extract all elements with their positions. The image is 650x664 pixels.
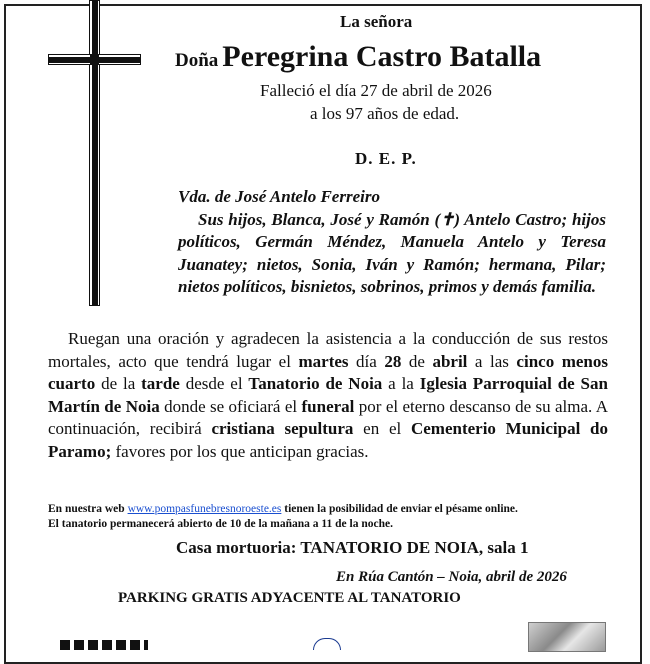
- body-text: de la: [95, 374, 142, 394]
- body-bold: funeral: [301, 396, 355, 416]
- body-text: favores por los que anticipan gracias.: [111, 441, 369, 461]
- body-text: de: [401, 351, 433, 371]
- body-text: donde se oficiará el: [159, 396, 302, 416]
- body-bold: martes: [298, 351, 349, 371]
- body-bold: Tanatorio de Noia: [248, 374, 383, 394]
- body-text: desde el: [179, 374, 249, 394]
- deceased-name: [175, 40, 541, 74]
- body-bold: Iglesia Parroquial de San Martín de Noia: [48, 374, 608, 416]
- body-bold: abril: [432, 351, 468, 371]
- title-prefix: Doña: [175, 50, 219, 71]
- body-bold: Cementerio Municipal do Paramo;: [48, 419, 608, 461]
- hours-note: El tanatorio permanecerá abierto de 10 de la mañana a 11 de la noche.: [48, 518, 393, 530]
- cross-icon: [89, 0, 100, 306]
- web-note-prefix: En nuestra web: [48, 503, 128, 515]
- age-text: a los 97 años de edad.: [310, 104, 460, 123]
- body-text: a las: [467, 351, 517, 371]
- web-note-suffix: tienen la posibilidad de enviar el pésame online.: [281, 503, 518, 515]
- map-image: [528, 622, 606, 652]
- place-date: En Rúa Cantón – Noia, abril de 2026: [336, 569, 567, 585]
- body-bold: cristiana sepultura: [211, 419, 354, 439]
- body-bold: tarde: [141, 374, 180, 394]
- ceremony-text: [48, 328, 608, 464]
- website-link[interactable]: www.pompasfunebresnoroeste.es: [127, 503, 282, 515]
- body-text: en el: [353, 419, 411, 439]
- casa-mortuoria: Casa mortuoria: TANATORIO DE NOIA, sala 1: [176, 538, 529, 557]
- body-text: a la: [382, 374, 420, 394]
- body-text: día: [348, 351, 385, 371]
- death-date: Falleció el día 27 de abril de 2026: [260, 81, 492, 100]
- body-bold: 28: [384, 351, 402, 371]
- widow-line: Vda. de José Antelo Ferreiro: [178, 187, 380, 206]
- body-bold: cinco menos cuarto: [48, 351, 608, 394]
- web-note: [48, 502, 608, 517]
- cross-icon-center: [90, 55, 99, 64]
- children-line: Sus hijos, Blanca, José y Ramón (✝) Antelo Castro; hijos políticos, Germán Méndez, Manuela Antelo y Teresa Juanatey; nietos, Sonia, Iván y Ramón; hermana, Pilar; nietos políticos, bisnietos, sobrinos, primos y demás familia.: [178, 209, 606, 297]
- dep-text: D. E. P.: [355, 149, 417, 168]
- family-block: [178, 186, 606, 299]
- body-text: por el eterno descanso de su alma. A continuación, recibirá: [48, 396, 609, 439]
- notes-block: [48, 502, 608, 532]
- full-name: Peregrina Castro Batalla: [222, 40, 542, 73]
- company-logo: [60, 640, 148, 650]
- intro-text: La señora: [340, 12, 413, 31]
- body-text: Ruegan una oración y agradecen la asistencia a la conducción de sus restos mortales, acto que tendrá lugar el: [48, 329, 608, 371]
- parking-notice: PARKING GRATIS ADYACENTE AL TANATORIO: [118, 590, 461, 606]
